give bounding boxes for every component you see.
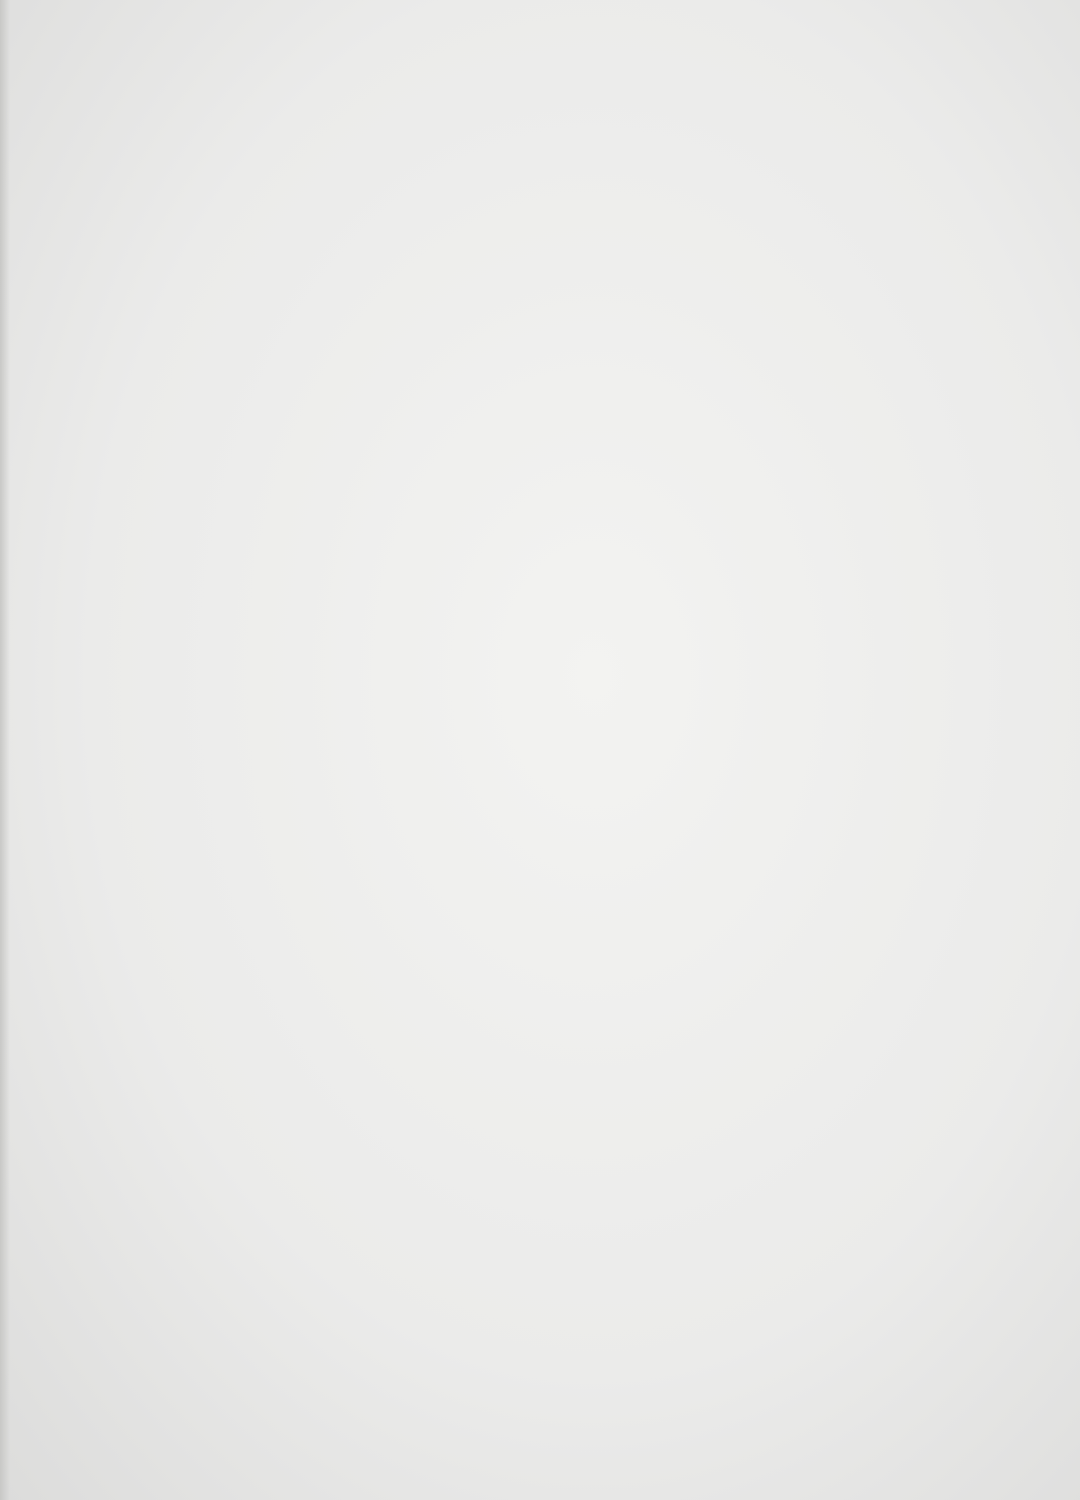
page-body: [32, 120, 962, 206]
page-spine-shadow: [0, 0, 10, 1500]
section-heading: [32, 120, 962, 206]
